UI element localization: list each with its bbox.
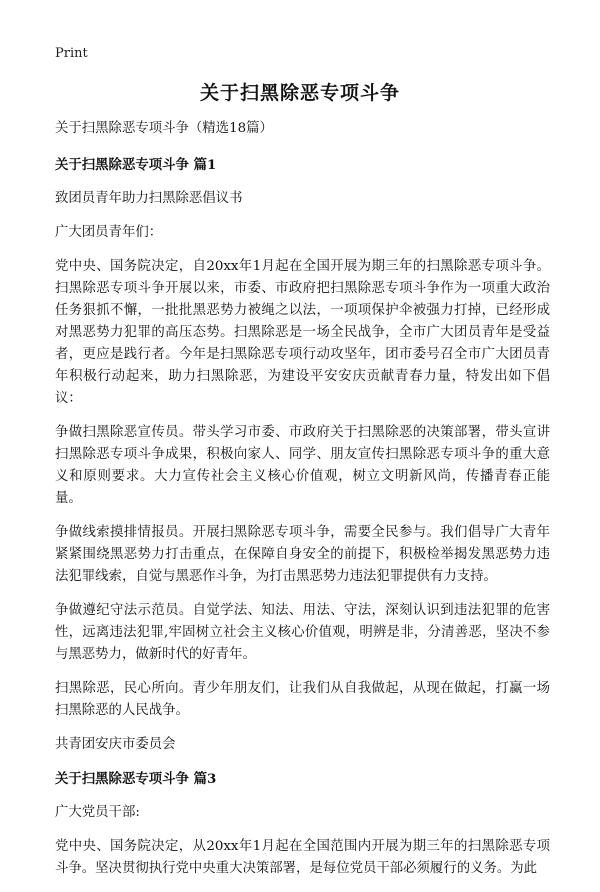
- print-label: Print: [55, 46, 88, 61]
- document-body: [55, 118, 550, 892]
- section-heading: 关于扫黑除恶专项斗争 篇1: [55, 157, 217, 173]
- signature-line: 共青团安庆市委员会: [55, 737, 176, 752]
- paragraph: 党中央、国务院决定，从20xx年1月起在全国范围内开展为期三年的扫黑除恶专项斗争。坚决贯彻执行党中央重大决策部署，是每位党员干部必须履行的义务。为此: [55, 839, 550, 876]
- section-heading: 关于扫黑除恶专项斗争 篇3: [55, 771, 217, 787]
- doc-subtitle: 关于扫黑除恶专项斗争（精选18篇）: [55, 121, 273, 136]
- salutation: 广大团员青年们：: [55, 225, 163, 240]
- paragraph: 党中央、国务院决定，自20xx年1月起在全国开展为期三年的扫黑除恶专项斗争。扫黑除恶专项斗争开展以来，市委、市政府把扫黑除恶专项斗争作为一项重大政治任务狠抓不懈，一批批黑恶势力被绳之以法，一项项保护伞被强力打掉，已经形成对黑恶势力犯罪的高压态势。扫黑除恶是一场全民战争，全市广大团员青年是受益者，更应是践行者。今年是扫黑除恶专项行动攻坚年，团市委号召全市广大团员青年积极行动起来，助力扫黑除恶，为建设平安安庆贡献青春力量，特发出如下倡议：: [55, 259, 550, 406]
- salutation: 广大党员干部:: [55, 805, 140, 820]
- paragraph: 争做扫黑除恶宣传员。带头学习市委、市政府关于扫黑除恶的决策部署，带头宣讲扫黑除恶专项斗争成果，积极向家人、同学、朋友宣传扫黑除恶专项斗争的重大意义和原则要求。大力宣传社会主义核心价值观，树立文明新风尚，传播青春正能量。: [55, 425, 550, 506]
- paragraph: 争做线索摸排情报员。开展扫黑除恶专项斗争，需要全民参与。我们倡导广大青年紧紧围绕黑恶势力打击重点，在保障自身安全的前提下，积极检举揭发黑恶势力违法犯罪线索，自觉与黑恶作斗争，为打击黑恶势力违法犯罪提供有力支持。: [55, 525, 550, 584]
- paragraph: 扫黑除恶，民心所向。青少年朋友们，让我们从自我做起，从现在做起，打赢一场扫黑除恶的人民战争。: [55, 681, 550, 718]
- paragraph: 争做遵纪守法示范员。自觉学法、知法、用法、守法，深刻认识到违法犯罪的危害性，远离违法犯罪,牢固树立社会主义核心价值观，明辨是非，分清善恶，坚决不参与黑恶势力，做新时代的好青年。: [55, 603, 550, 662]
- page-title: 关于扫黑除恶专项斗争: [199, 82, 400, 104]
- proposal-title: 致团员青年助力扫黑除恶倡议书: [55, 191, 243, 206]
